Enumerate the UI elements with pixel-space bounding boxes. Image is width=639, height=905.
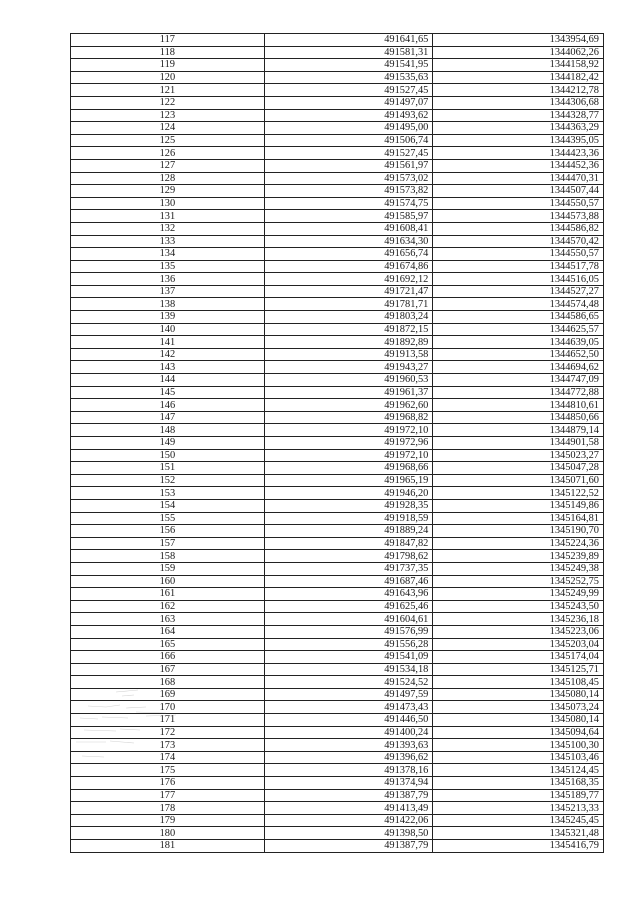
- table-row: [71, 59, 604, 72]
- x-coordinate-cell: 491576,99: [264, 625, 433, 638]
- point-number-cell: 135: [71, 260, 265, 273]
- table-row: [71, 638, 604, 651]
- table-row: [71, 84, 604, 97]
- point-number-cell: 181: [71, 840, 265, 853]
- x-coordinate-cell: 491968,66: [264, 462, 433, 475]
- x-coordinate-cell: 491574,75: [264, 197, 433, 210]
- table-row: [71, 840, 604, 853]
- point-number-cell: 174: [71, 751, 265, 764]
- y-coordinate-cell: 1345321,48: [433, 827, 604, 840]
- x-coordinate-cell: 491965,19: [264, 474, 433, 487]
- point-number-cell: 161: [71, 588, 265, 601]
- table-row: [71, 159, 604, 172]
- y-coordinate-cell: 1344516,05: [433, 273, 604, 286]
- point-number-cell: 171: [71, 714, 265, 727]
- point-number-cell: 172: [71, 726, 265, 739]
- table-row: [71, 562, 604, 575]
- x-coordinate-cell: 491527,45: [264, 84, 433, 97]
- x-coordinate-cell: 491962,60: [264, 399, 433, 412]
- x-coordinate-cell: 491972,10: [264, 424, 433, 437]
- point-number-cell: 125: [71, 134, 265, 147]
- table-row: [71, 197, 604, 210]
- table-row: [71, 298, 604, 311]
- x-coordinate-cell: 491387,79: [264, 840, 433, 853]
- table-row: [71, 764, 604, 777]
- table-row: [71, 248, 604, 261]
- coordinates-table: [70, 33, 604, 853]
- y-coordinate-cell: 1344395,05: [433, 134, 604, 147]
- table-row: [71, 399, 604, 412]
- x-coordinate-cell: 491972,10: [264, 449, 433, 462]
- table-row: [71, 814, 604, 827]
- point-number-cell: 120: [71, 71, 265, 84]
- point-number-cell: 176: [71, 777, 265, 790]
- point-number-cell: 128: [71, 172, 265, 185]
- x-coordinate-cell: 491398,50: [264, 827, 433, 840]
- y-coordinate-cell: 1344062,26: [433, 46, 604, 59]
- y-coordinate-cell: 1344901,58: [433, 437, 604, 450]
- y-coordinate-cell: 1345023,27: [433, 449, 604, 462]
- table-row: [71, 651, 604, 664]
- x-coordinate-cell: 491413,49: [264, 802, 433, 815]
- x-coordinate-cell: 491506,74: [264, 134, 433, 147]
- table-row: [71, 726, 604, 739]
- x-coordinate-cell: 491393,63: [264, 739, 433, 752]
- x-coordinate-cell: 491495,00: [264, 122, 433, 135]
- x-coordinate-cell: 491378,16: [264, 764, 433, 777]
- table-row: [71, 411, 604, 424]
- point-number-cell: 148: [71, 424, 265, 437]
- x-coordinate-cell: 491803,24: [264, 311, 433, 324]
- x-coordinate-cell: 491604,61: [264, 613, 433, 626]
- table-row: [71, 260, 604, 273]
- table-row: [71, 537, 604, 550]
- table-row: [71, 487, 604, 500]
- x-coordinate-cell: 491541,09: [264, 651, 433, 664]
- table-row: [71, 46, 604, 59]
- point-number-cell: 157: [71, 537, 265, 550]
- point-number-cell: 155: [71, 512, 265, 525]
- table-row: [71, 122, 604, 135]
- y-coordinate-cell: 1345189,77: [433, 789, 604, 802]
- point-number-cell: 146: [71, 399, 265, 412]
- y-coordinate-cell: 1345243,50: [433, 600, 604, 613]
- y-coordinate-cell: 1345094,64: [433, 726, 604, 739]
- table-row: [71, 688, 604, 701]
- x-coordinate-cell: 491527,45: [264, 147, 433, 160]
- point-number-cell: 179: [71, 814, 265, 827]
- x-coordinate-cell: 491535,63: [264, 71, 433, 84]
- point-number-cell: 170: [71, 701, 265, 714]
- point-number-cell: 123: [71, 109, 265, 122]
- table-row: [71, 34, 604, 47]
- y-coordinate-cell: 1344574,48: [433, 298, 604, 311]
- x-coordinate-cell: 491889,24: [264, 525, 433, 538]
- y-coordinate-cell: 1345416,79: [433, 840, 604, 853]
- y-coordinate-cell: 1345249,38: [433, 562, 604, 575]
- y-coordinate-cell: 1345047,28: [433, 462, 604, 475]
- y-coordinate-cell: 1344423,36: [433, 147, 604, 160]
- point-number-cell: 145: [71, 386, 265, 399]
- x-coordinate-cell: 491872,15: [264, 323, 433, 336]
- table-row: [71, 185, 604, 198]
- x-coordinate-cell: 491541,95: [264, 59, 433, 72]
- point-number-cell: 178: [71, 802, 265, 815]
- table-row: [71, 625, 604, 638]
- y-coordinate-cell: 1344328,77: [433, 109, 604, 122]
- point-number-cell: 132: [71, 222, 265, 235]
- point-number-cell: 165: [71, 638, 265, 651]
- table-row: [71, 172, 604, 185]
- y-coordinate-cell: 1345190,70: [433, 525, 604, 538]
- y-coordinate-cell: 1344586,65: [433, 311, 604, 324]
- y-coordinate-cell: 1344470,31: [433, 172, 604, 185]
- point-number-cell: 126: [71, 147, 265, 160]
- table-row: [71, 462, 604, 475]
- x-coordinate-cell: 491892,89: [264, 336, 433, 349]
- point-number-cell: 138: [71, 298, 265, 311]
- table-row: [71, 714, 604, 727]
- point-number-cell: 150: [71, 449, 265, 462]
- x-coordinate-cell: 491674,86: [264, 260, 433, 273]
- y-coordinate-cell: 1344182,42: [433, 71, 604, 84]
- y-coordinate-cell: 1344694,62: [433, 361, 604, 374]
- y-coordinate-cell: 1344639,05: [433, 336, 604, 349]
- coordinates-table-body: [71, 34, 604, 853]
- table-row: [71, 499, 604, 512]
- x-coordinate-cell: 491918,59: [264, 512, 433, 525]
- table-row: [71, 386, 604, 399]
- table-row: [71, 437, 604, 450]
- x-coordinate-cell: 491928,35: [264, 499, 433, 512]
- y-coordinate-cell: 1345122,52: [433, 487, 604, 500]
- point-number-cell: 168: [71, 676, 265, 689]
- y-coordinate-cell: 1345125,71: [433, 663, 604, 676]
- y-coordinate-cell: 1344570,42: [433, 235, 604, 248]
- table-row: [71, 474, 604, 487]
- x-coordinate-cell: 491847,82: [264, 537, 433, 550]
- y-coordinate-cell: 1345100,30: [433, 739, 604, 752]
- y-coordinate-cell: 1345223,06: [433, 625, 604, 638]
- table-row: [71, 374, 604, 387]
- x-coordinate-cell: 491656,74: [264, 248, 433, 261]
- point-number-cell: 163: [71, 613, 265, 626]
- point-number-cell: 144: [71, 374, 265, 387]
- point-number-cell: 139: [71, 311, 265, 324]
- table-row: [71, 109, 604, 122]
- x-coordinate-cell: 491422,06: [264, 814, 433, 827]
- point-number-cell: 136: [71, 273, 265, 286]
- point-number-cell: 154: [71, 499, 265, 512]
- y-coordinate-cell: 1344158,92: [433, 59, 604, 72]
- x-coordinate-cell: 491608,41: [264, 222, 433, 235]
- point-number-cell: 147: [71, 411, 265, 424]
- table-row: [71, 222, 604, 235]
- y-coordinate-cell: 1344747,09: [433, 374, 604, 387]
- x-coordinate-cell: 491960,53: [264, 374, 433, 387]
- y-coordinate-cell: 1345174,04: [433, 651, 604, 664]
- point-number-cell: 167: [71, 663, 265, 676]
- point-number-cell: 131: [71, 210, 265, 223]
- y-coordinate-cell: 1344527,27: [433, 285, 604, 298]
- table-row: [71, 323, 604, 336]
- table-row: [71, 827, 604, 840]
- y-coordinate-cell: 1344625,57: [433, 323, 604, 336]
- point-number-cell: 137: [71, 285, 265, 298]
- y-coordinate-cell: 1344306,68: [433, 96, 604, 109]
- y-coordinate-cell: 1345213,33: [433, 802, 604, 815]
- point-number-cell: 129: [71, 185, 265, 198]
- point-number-cell: 118: [71, 46, 265, 59]
- point-number-cell: 156: [71, 525, 265, 538]
- y-coordinate-cell: 1345252,75: [433, 575, 604, 588]
- point-number-cell: 130: [71, 197, 265, 210]
- point-number-cell: 149: [71, 437, 265, 450]
- y-coordinate-cell: 1345080,14: [433, 688, 604, 701]
- x-coordinate-cell: 491687,46: [264, 575, 433, 588]
- table-row: [71, 575, 604, 588]
- table-row: [71, 311, 604, 324]
- x-coordinate-cell: 491524,52: [264, 676, 433, 689]
- y-coordinate-cell: 1344810,61: [433, 399, 604, 412]
- point-number-cell: 164: [71, 625, 265, 638]
- x-coordinate-cell: 491573,02: [264, 172, 433, 185]
- table-row: [71, 96, 604, 109]
- x-coordinate-cell: 491473,43: [264, 701, 433, 714]
- y-coordinate-cell: 1344573,88: [433, 210, 604, 223]
- y-coordinate-cell: 1343954,69: [433, 34, 604, 47]
- point-number-cell: 169: [71, 688, 265, 701]
- x-coordinate-cell: 491946,20: [264, 487, 433, 500]
- y-coordinate-cell: 1345203,04: [433, 638, 604, 651]
- table-row: [71, 525, 604, 538]
- table-row: [71, 802, 604, 815]
- y-coordinate-cell: 1344772,88: [433, 386, 604, 399]
- point-number-cell: 140: [71, 323, 265, 336]
- table-row: [71, 701, 604, 714]
- x-coordinate-cell: 491968,82: [264, 411, 433, 424]
- point-number-cell: 133: [71, 235, 265, 248]
- y-coordinate-cell: 1344550,57: [433, 248, 604, 261]
- y-coordinate-cell: 1345224,36: [433, 537, 604, 550]
- point-number-cell: 143: [71, 361, 265, 374]
- table-row: [71, 71, 604, 84]
- x-coordinate-cell: 491943,27: [264, 361, 433, 374]
- x-coordinate-cell: 491641,65: [264, 34, 433, 47]
- point-number-cell: 122: [71, 96, 265, 109]
- table-row: [71, 600, 604, 613]
- point-number-cell: 117: [71, 34, 265, 47]
- table-row: [71, 348, 604, 361]
- point-number-cell: 173: [71, 739, 265, 752]
- point-number-cell: 127: [71, 159, 265, 172]
- y-coordinate-cell: 1344212,78: [433, 84, 604, 97]
- x-coordinate-cell: 491634,30: [264, 235, 433, 248]
- y-coordinate-cell: 1345073,24: [433, 701, 604, 714]
- point-number-cell: 142: [71, 348, 265, 361]
- x-coordinate-cell: 491396,62: [264, 751, 433, 764]
- table-row: [71, 210, 604, 223]
- table-row: [71, 285, 604, 298]
- y-coordinate-cell: 1345168,35: [433, 777, 604, 790]
- x-coordinate-cell: 491737,35: [264, 562, 433, 575]
- y-coordinate-cell: 1344452,36: [433, 159, 604, 172]
- table-row: [71, 550, 604, 563]
- y-coordinate-cell: 1344586,82: [433, 222, 604, 235]
- y-coordinate-cell: 1344507,44: [433, 185, 604, 198]
- table-row: [71, 588, 604, 601]
- table-row: [71, 336, 604, 349]
- table-row: [71, 663, 604, 676]
- x-coordinate-cell: 491798,62: [264, 550, 433, 563]
- table-row: [71, 676, 604, 689]
- y-coordinate-cell: 1345236,18: [433, 613, 604, 626]
- x-coordinate-cell: 491556,28: [264, 638, 433, 651]
- x-coordinate-cell: 491497,07: [264, 96, 433, 109]
- table-row: [71, 449, 604, 462]
- x-coordinate-cell: 491692,12: [264, 273, 433, 286]
- point-number-cell: 175: [71, 764, 265, 777]
- y-coordinate-cell: 1345108,45: [433, 676, 604, 689]
- y-coordinate-cell: 1344517,78: [433, 260, 604, 273]
- point-number-cell: 158: [71, 550, 265, 563]
- x-coordinate-cell: 491493,62: [264, 109, 433, 122]
- y-coordinate-cell: 1344879,14: [433, 424, 604, 437]
- y-coordinate-cell: 1344850,66: [433, 411, 604, 424]
- point-number-cell: 180: [71, 827, 265, 840]
- x-coordinate-cell: 491721,47: [264, 285, 433, 298]
- x-coordinate-cell: 491961,37: [264, 386, 433, 399]
- x-coordinate-cell: 491781,71: [264, 298, 433, 311]
- x-coordinate-cell: 491497,59: [264, 688, 433, 701]
- table-row: [71, 751, 604, 764]
- y-coordinate-cell: 1345071,60: [433, 474, 604, 487]
- x-coordinate-cell: 491446,50: [264, 714, 433, 727]
- table-row: [71, 424, 604, 437]
- y-coordinate-cell: 1345080,14: [433, 714, 604, 727]
- y-coordinate-cell: 1345249,99: [433, 588, 604, 601]
- table-row: [71, 739, 604, 752]
- x-coordinate-cell: 491585,97: [264, 210, 433, 223]
- point-number-cell: 151: [71, 462, 265, 475]
- y-coordinate-cell: 1345149,86: [433, 499, 604, 512]
- point-number-cell: 166: [71, 651, 265, 664]
- y-coordinate-cell: 1345124,45: [433, 764, 604, 777]
- y-coordinate-cell: 1345239,89: [433, 550, 604, 563]
- table-row: [71, 134, 604, 147]
- table-row: [71, 147, 604, 160]
- x-coordinate-cell: 491400,24: [264, 726, 433, 739]
- point-number-cell: 121: [71, 84, 265, 97]
- x-coordinate-cell: 491573,82: [264, 185, 433, 198]
- table-row: [71, 789, 604, 802]
- x-coordinate-cell: 491643,96: [264, 588, 433, 601]
- point-number-cell: 160: [71, 575, 265, 588]
- point-number-cell: 152: [71, 474, 265, 487]
- x-coordinate-cell: 491387,79: [264, 789, 433, 802]
- y-coordinate-cell: 1345103,46: [433, 751, 604, 764]
- y-coordinate-cell: 1345245,45: [433, 814, 604, 827]
- point-number-cell: 153: [71, 487, 265, 500]
- x-coordinate-cell: 491534,18: [264, 663, 433, 676]
- point-number-cell: 162: [71, 600, 265, 613]
- table-row: [71, 613, 604, 626]
- y-coordinate-cell: 1345164,81: [433, 512, 604, 525]
- point-number-cell: 141: [71, 336, 265, 349]
- x-coordinate-cell: 491625,46: [264, 600, 433, 613]
- point-number-cell: 124: [71, 122, 265, 135]
- x-coordinate-cell: 491581,31: [264, 46, 433, 59]
- x-coordinate-cell: 491972,96: [264, 437, 433, 450]
- x-coordinate-cell: 491374,94: [264, 777, 433, 790]
- x-coordinate-cell: 491561,97: [264, 159, 433, 172]
- x-coordinate-cell: 491913,58: [264, 348, 433, 361]
- point-number-cell: 119: [71, 59, 265, 72]
- table-row: [71, 512, 604, 525]
- table-row: [71, 361, 604, 374]
- y-coordinate-cell: 1344652,50: [433, 348, 604, 361]
- y-coordinate-cell: 1344550,57: [433, 197, 604, 210]
- table-row: [71, 235, 604, 248]
- y-coordinate-cell: 1344363,29: [433, 122, 604, 135]
- table-row: [71, 777, 604, 790]
- point-number-cell: 177: [71, 789, 265, 802]
- table-row: [71, 273, 604, 286]
- point-number-cell: 159: [71, 562, 265, 575]
- point-number-cell: 134: [71, 248, 265, 261]
